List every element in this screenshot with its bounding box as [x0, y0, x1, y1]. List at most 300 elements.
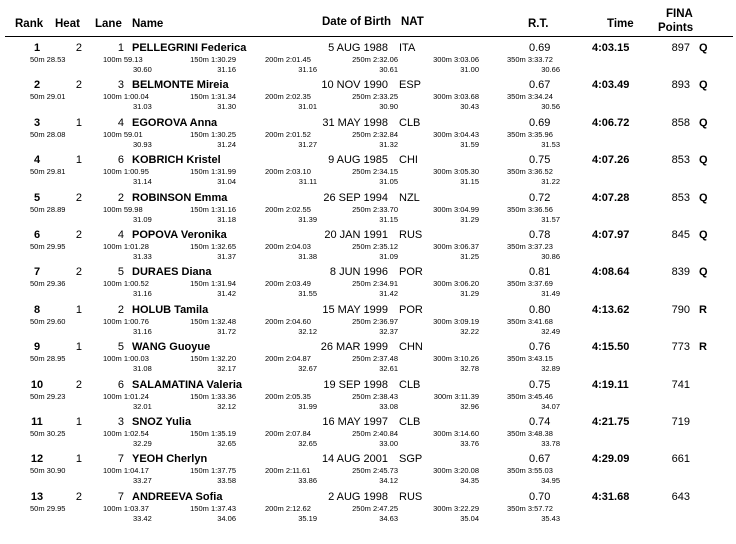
lap-250m: 31.05 [379, 177, 398, 187]
split-100m: 100m 1:01.24 [103, 391, 149, 401]
nationality: CLB [399, 415, 421, 428]
lap-150m: 32.12 [217, 401, 236, 411]
lap-300m: 32.96 [460, 401, 479, 411]
nationality: POR [399, 303, 423, 316]
split-100m: 100m 59.13 [103, 55, 143, 64]
lane: 1 [117, 42, 124, 54]
lane: 3 [117, 415, 124, 428]
split-200m: 200m 2:11.61 [265, 466, 311, 476]
split-50m: 50m 28.08 [30, 129, 66, 139]
lap-100m: 31.09 [133, 214, 152, 224]
fina-points: 661 [671, 453, 690, 466]
lap-300m: 31.59 [460, 139, 479, 149]
header-points: Points [658, 22, 694, 34]
final-time: 4:31.68 [592, 490, 630, 503]
lap-100m: 30.93 [133, 139, 152, 149]
nationality: CHI [399, 154, 418, 167]
split-300m: 300m 3:04.99 [433, 204, 479, 214]
heat: 2 [75, 79, 82, 92]
lap-350m: 30.66 [541, 65, 560, 74]
heat: 2 [75, 228, 82, 241]
lap-100m: 31.16 [133, 289, 152, 299]
split-200m: 200m 2:05.35 [265, 391, 311, 401]
lane: 7 [117, 490, 124, 503]
split-150m: 150m 1:37.75 [190, 466, 236, 476]
header-name: Name [132, 18, 164, 30]
fina-points: 839 [671, 266, 690, 279]
lap-300m: 31.29 [460, 214, 479, 224]
reaction-time: 0.69 [529, 116, 551, 129]
lap-150m: 33.58 [217, 476, 236, 486]
table-row [0, 489, 736, 526]
split-200m: 200m 2:01.52 [265, 129, 311, 139]
split-100m: 100m 1:04.17 [103, 466, 149, 476]
table-header [0, 0, 736, 38]
date-of-birth: 20 JAN 1991 [324, 228, 388, 241]
split-300m: 300m 3:03.68 [433, 92, 479, 102]
lap-100m: 32.29 [133, 438, 152, 448]
split-50m: 50m 28.95 [30, 354, 66, 364]
heat: 1 [75, 116, 82, 129]
reaction-time: 0.67 [529, 453, 551, 466]
lane: 5 [117, 266, 124, 279]
lane: 6 [117, 154, 124, 167]
split-250m: 250m 2:38.43 [352, 391, 398, 401]
heat: 2 [75, 42, 82, 54]
lap-300m: 31.25 [460, 251, 479, 261]
split-350m: 350m 3:45.46 [507, 391, 553, 401]
rank: 8 [33, 303, 41, 316]
lap-150m: 31.18 [217, 214, 236, 224]
rank: 13 [30, 490, 44, 503]
table-row [0, 302, 736, 339]
athlete-name: POPOVA Veronika [132, 228, 227, 241]
lap-300m: 30.43 [460, 102, 479, 112]
split-300m: 300m 3:22.29 [433, 503, 479, 513]
split-300m: 300m 3:20.08 [433, 466, 479, 476]
split-350m: 350m 3:41.68 [507, 316, 553, 326]
athlete-name: BELMONTE Mireia [132, 79, 229, 92]
heat: 1 [75, 453, 82, 466]
split-350m: 350m 3:43.15 [507, 354, 553, 364]
lap-250m: 33.00 [379, 438, 398, 448]
qualification-mark: R [699, 303, 707, 316]
lap-150m: 31.24 [217, 139, 236, 149]
date-of-birth: 9 AUG 1985 [328, 154, 388, 167]
lap-350m: 30.56 [541, 102, 560, 112]
lap-150m: 34.06 [217, 513, 236, 523]
table-row [0, 264, 736, 301]
date-of-birth: 2 AUG 1998 [328, 490, 388, 503]
split-200m: 200m 2:04.87 [265, 354, 311, 364]
reaction-time: 0.75 [529, 378, 551, 391]
final-time: 4:21.75 [592, 415, 630, 428]
final-time: 4:08.64 [592, 266, 630, 279]
rank: 12 [30, 453, 44, 466]
lap-300m: 35.04 [460, 513, 479, 523]
split-300m: 300m 3:14.60 [433, 428, 479, 438]
split-300m: 300m 3:06.37 [433, 241, 479, 251]
split-150m: 150m 1:31.94 [190, 279, 236, 289]
split-150m: 150m 1:33.36 [190, 391, 236, 401]
athlete-name: SNOZ Yulia [132, 415, 192, 428]
lap-200m: 31.27 [298, 139, 317, 149]
split-100m: 100m 1:03.37 [103, 503, 149, 513]
athlete-name: DURAES Diana [132, 266, 212, 279]
lap-200m: 31.99 [298, 401, 317, 411]
header-divider [5, 36, 733, 37]
split-50m: 50m 29.81 [30, 167, 66, 177]
lap-200m: 32.67 [298, 364, 317, 374]
split-50m: 50m 29.95 [30, 241, 66, 251]
qualification-mark: Q [699, 116, 708, 129]
qualification-mark: R [699, 341, 707, 354]
split-250m: 250m 2:33.70 [352, 204, 398, 214]
lap-100m: 31.03 [133, 102, 152, 112]
lap-150m: 31.30 [217, 102, 236, 112]
qualification-mark: Q [699, 42, 708, 54]
split-250m: 250m 2:33.25 [352, 92, 398, 102]
split-350m: 350m 3:55.03 [507, 466, 553, 476]
fina-points: 853 [671, 154, 690, 167]
lap-250m: 33.08 [379, 401, 398, 411]
lap-150m: 32.17 [217, 364, 236, 374]
lap-250m: 31.32 [379, 139, 398, 149]
split-300m: 300m 3:03.06 [433, 55, 479, 64]
split-50m: 50m 29.23 [30, 391, 66, 401]
nationality: RUS [399, 490, 423, 503]
split-50m: 50m 30.90 [30, 466, 66, 476]
table-row [0, 227, 736, 264]
athlete-name: EGOROVA Anna [132, 116, 218, 129]
lap-300m: 33.76 [460, 438, 479, 448]
lap-300m: 31.00 [460, 65, 479, 74]
lane: 2 [117, 191, 124, 204]
athlete-name: HOLUB Tamila [132, 303, 209, 316]
final-time: 4:07.97 [592, 228, 630, 241]
split-350m: 350m 3:57.72 [507, 503, 553, 513]
lane: 6 [117, 378, 124, 391]
reaction-time: 0.69 [529, 42, 551, 54]
qualification-mark: Q [699, 266, 708, 279]
lap-350m: 31.57 [541, 214, 560, 224]
split-200m: 200m 2:02.35 [265, 92, 311, 102]
reaction-time: 0.80 [529, 303, 551, 316]
split-350m: 350m 3:35.96 [507, 129, 553, 139]
qualification-mark: Q [699, 79, 708, 92]
split-100m: 100m 59.98 [103, 204, 143, 214]
split-150m: 150m 1:30.29 [190, 55, 236, 64]
reaction-time: 0.72 [529, 191, 551, 204]
lap-250m: 30.90 [379, 102, 398, 112]
fina-points: 773 [671, 341, 690, 354]
fina-points: 741 [671, 378, 690, 391]
lap-250m: 32.37 [379, 326, 398, 336]
athlete-name: WANG Guoyue [132, 341, 211, 354]
final-time: 4:03.15 [592, 42, 630, 54]
date-of-birth: 5 AUG 1988 [328, 42, 388, 54]
split-150m: 150m 1:30.25 [190, 129, 236, 139]
lane: 4 [117, 228, 124, 241]
nationality: SGP [399, 453, 423, 466]
rank: 6 [33, 228, 41, 241]
rank: 10 [30, 378, 44, 391]
split-250m: 250m 2:37.48 [352, 354, 398, 364]
split-50m: 50m 29.01 [30, 92, 66, 102]
reaction-time: 0.81 [529, 266, 551, 279]
lap-150m: 31.42 [217, 289, 236, 299]
header-nat: NAT [401, 16, 424, 28]
reaction-time: 0.78 [529, 228, 551, 241]
header-dob: Date of Birth [322, 16, 391, 28]
lap-200m: 31.16 [298, 65, 317, 74]
split-150m: 150m 1:32.20 [190, 354, 236, 364]
split-200m: 200m 2:12.62 [265, 503, 311, 513]
split-250m: 250m 2:45.73 [352, 466, 398, 476]
lane: 7 [117, 453, 124, 466]
lap-100m: 31.16 [133, 326, 152, 336]
final-time: 4:15.50 [592, 341, 630, 354]
split-150m: 150m 1:32.65 [190, 241, 236, 251]
reaction-time: 0.70 [529, 490, 551, 503]
rank: 1 [33, 42, 41, 54]
split-350m: 350m 3:36.52 [507, 167, 553, 177]
lap-350m: 34.07 [541, 401, 560, 411]
lap-250m: 32.61 [379, 364, 398, 374]
nationality: ESP [399, 79, 422, 92]
lap-200m: 32.12 [298, 326, 317, 336]
heat: 2 [75, 266, 82, 279]
lap-300m: 34.35 [460, 476, 479, 486]
header-lane: Lane [95, 18, 122, 30]
split-150m: 150m 1:37.43 [190, 503, 236, 513]
date-of-birth: 19 SEP 1998 [323, 378, 388, 391]
split-250m: 250m 2:47.25 [352, 503, 398, 513]
lap-300m: 32.22 [460, 326, 479, 336]
split-200m: 200m 2:01.45 [265, 55, 311, 64]
split-300m: 300m 3:09.19 [433, 316, 479, 326]
athlete-name: SALAMATINA Valeria [132, 378, 243, 391]
nationality: ITA [399, 42, 416, 54]
date-of-birth: 8 JUN 1996 [329, 266, 388, 279]
header-rank: Rank [15, 18, 44, 30]
final-time: 4:06.72 [592, 116, 630, 129]
table-row [0, 152, 736, 189]
split-100m: 100m 1:00.76 [103, 316, 149, 326]
lap-200m: 31.39 [298, 214, 317, 224]
split-250m: 250m 2:40.84 [352, 428, 398, 438]
final-time: 4:07.26 [592, 154, 630, 167]
split-300m: 300m 3:04.43 [433, 129, 479, 139]
date-of-birth: 16 MAY 1997 [322, 415, 388, 428]
table-row [0, 40, 736, 77]
date-of-birth: 31 MAY 1998 [322, 116, 388, 129]
reaction-time: 0.74 [529, 415, 551, 428]
lap-350m: 35.43 [541, 513, 560, 523]
lap-100m: 31.33 [133, 251, 152, 261]
split-50m: 50m 29.95 [30, 503, 66, 513]
split-50m: 50m 30.25 [30, 428, 66, 438]
athlete-name: PELLEGRINI Federica [132, 42, 247, 54]
split-300m: 300m 3:05.30 [433, 167, 479, 177]
athlete-name: ANDREEVA Sofia [132, 490, 223, 503]
reaction-time: 0.76 [529, 341, 551, 354]
split-250m: 250m 2:35.12 [352, 241, 398, 251]
split-200m: 200m 2:03.49 [265, 279, 311, 289]
split-250m: 250m 2:34.91 [352, 279, 398, 289]
lap-250m: 31.15 [379, 214, 398, 224]
lap-200m: 33.86 [298, 476, 317, 486]
fina-points: 853 [671, 191, 690, 204]
split-150m: 150m 1:35.19 [190, 428, 236, 438]
lap-350m: 31.22 [541, 177, 560, 187]
rank: 3 [33, 116, 41, 129]
reaction-time: 0.67 [529, 79, 551, 92]
lap-150m: 31.16 [217, 65, 236, 74]
table-row [0, 115, 736, 152]
heat: 2 [75, 378, 82, 391]
table-row [0, 339, 736, 376]
final-time: 4:29.09 [592, 453, 630, 466]
lap-100m: 33.42 [133, 513, 152, 523]
table-row [0, 377, 736, 414]
lap-150m: 31.04 [217, 177, 236, 187]
reaction-time: 0.75 [529, 154, 551, 167]
rank: 11 [31, 415, 43, 428]
split-50m: 50m 28.89 [30, 204, 66, 214]
qualification-mark: Q [699, 191, 708, 204]
heat: 2 [75, 191, 82, 204]
split-200m: 200m 2:04.60 [265, 316, 311, 326]
split-250m: 250m 2:34.15 [352, 167, 398, 177]
fina-points: 897 [671, 42, 690, 54]
athlete-name: YEOH Cherlyn [132, 453, 208, 466]
lap-250m: 34.12 [379, 476, 398, 486]
lap-200m: 32.65 [298, 438, 317, 448]
rank: 5 [33, 191, 41, 204]
split-50m: 50m 29.36 [30, 279, 66, 289]
date-of-birth: 26 SEP 1994 [323, 191, 388, 204]
lap-250m: 31.42 [379, 289, 398, 299]
split-200m: 200m 2:03.10 [265, 167, 311, 177]
header-time: Time [607, 18, 634, 30]
lap-300m: 31.15 [460, 177, 479, 187]
nationality: CHN [399, 341, 423, 354]
fina-points: 719 [671, 415, 690, 428]
heat: 1 [75, 154, 82, 167]
split-200m: 200m 2:07.84 [265, 428, 311, 438]
final-time: 4:13.62 [592, 303, 630, 316]
lap-250m: 34.63 [379, 513, 398, 523]
nationality: CLB [399, 378, 421, 391]
date-of-birth: 14 AUG 2001 [321, 453, 388, 466]
lane: 3 [117, 79, 124, 92]
date-of-birth: 26 MAR 1999 [320, 341, 388, 354]
split-50m: 50m 28.53 [30, 55, 66, 64]
heat: 1 [75, 303, 82, 316]
split-300m: 300m 3:11.39 [433, 391, 479, 401]
split-350m: 350m 3:33.72 [507, 55, 553, 64]
lap-200m: 31.01 [298, 102, 317, 112]
qualification-mark: Q [699, 228, 708, 241]
lap-250m: 30.61 [379, 65, 398, 74]
split-50m: 50m 29.60 [30, 316, 66, 326]
nationality: POR [399, 266, 423, 279]
split-350m: 350m 3:36.56 [507, 204, 553, 214]
split-100m: 100m 1:00.95 [103, 167, 149, 177]
rank: 7 [33, 266, 41, 279]
lap-200m: 31.38 [298, 251, 317, 261]
nationality: RUS [399, 228, 423, 241]
lap-300m: 32.78 [460, 364, 479, 374]
athlete-name: ROBINSON Emma [132, 191, 228, 204]
lap-100m: 32.01 [133, 401, 152, 411]
lap-150m: 31.37 [217, 251, 236, 261]
rank: 4 [33, 154, 41, 167]
results-table [0, 40, 736, 526]
lap-350m: 34.95 [541, 476, 560, 486]
lap-150m: 32.65 [217, 438, 236, 448]
split-100m: 100m 1:01.28 [103, 241, 149, 251]
date-of-birth: 15 MAY 1999 [322, 303, 388, 316]
lap-100m: 33.27 [133, 476, 152, 486]
table-row [0, 451, 736, 488]
split-350m: 350m 3:34.24 [507, 92, 553, 102]
lap-350m: 33.78 [541, 438, 560, 448]
lap-350m: 32.89 [541, 364, 560, 374]
athlete-name: KOBRICH Kristel [132, 154, 221, 167]
final-time: 4:03.49 [592, 79, 630, 92]
lap-100m: 31.14 [133, 177, 152, 187]
lap-100m: 31.08 [133, 364, 152, 374]
heat: 1 [75, 341, 82, 354]
nationality: NZL [399, 191, 420, 204]
table-row [0, 414, 736, 451]
split-200m: 200m 2:04.03 [265, 241, 311, 251]
split-150m: 150m 1:32.48 [190, 316, 236, 326]
heat: 1 [75, 415, 82, 428]
split-350m: 350m 3:48.38 [507, 428, 553, 438]
final-time: 4:07.28 [592, 191, 630, 204]
lap-350m: 31.53 [541, 139, 560, 149]
lane: 2 [117, 303, 124, 316]
split-100m: 100m 1:00.04 [103, 92, 149, 102]
lap-350m: 32.49 [541, 326, 560, 336]
split-100m: 100m 1:02.54 [103, 428, 149, 438]
header-heat: Heat [55, 18, 80, 30]
lap-200m: 35.19 [298, 513, 317, 523]
fina-points: 893 [671, 79, 690, 92]
split-200m: 200m 2:02.55 [265, 204, 311, 214]
rank: 9 [33, 341, 41, 354]
lap-300m: 31.29 [460, 289, 479, 299]
fina-points: 790 [671, 303, 690, 316]
lap-200m: 31.11 [298, 177, 317, 187]
fina-points: 845 [671, 228, 690, 241]
table-row [0, 190, 736, 227]
final-time: 4:19.11 [592, 378, 629, 391]
date-of-birth: 10 NOV 1990 [321, 79, 388, 92]
split-250m: 250m 2:36.97 [352, 316, 398, 326]
split-150m: 150m 1:31.16 [190, 204, 236, 214]
heat: 2 [75, 490, 82, 503]
split-350m: 350m 3:37.23 [507, 241, 553, 251]
rank: 2 [33, 79, 41, 92]
header-fina: FINA [666, 8, 693, 20]
lane: 5 [117, 341, 124, 354]
lap-350m: 30.86 [541, 251, 560, 261]
lap-150m: 31.72 [217, 326, 236, 336]
